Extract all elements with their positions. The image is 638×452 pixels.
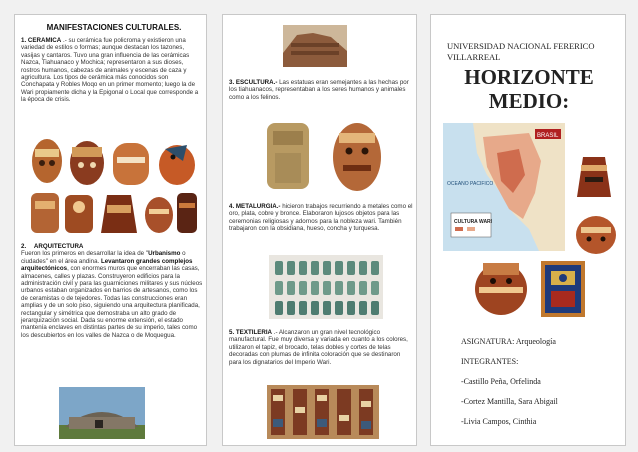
escultura-heading: ESCULTURA.- xyxy=(235,79,278,86)
metalurgia-heading: METALURGIA.- xyxy=(235,203,281,210)
arquitectura-bold-urbanismo: Urbanismo xyxy=(148,250,181,258)
arquitectura-quote: " xyxy=(145,250,149,258)
main-title-line2: MEDIO: xyxy=(488,89,570,113)
member-1: -Castillo Peña, Orfelinda xyxy=(461,377,541,386)
arquitectura-text-2: o ciudades" en el área andina. xyxy=(21,250,186,265)
wari-ceramic-right-bottom xyxy=(571,211,621,257)
metalurgia-image xyxy=(269,255,383,319)
escultura-paragraph xyxy=(229,79,413,111)
metalurgia-number: 4. xyxy=(229,203,235,210)
ceramica-images xyxy=(25,135,201,239)
map-legend-label: CULTURA WARI xyxy=(454,219,493,225)
panel-middle xyxy=(222,14,417,446)
arquitectura-text-3: , con enormes muros que encerraban las casas, almacenes, calles y plazas. Construyeron edificios para la administración civil y para las guarniciones militares y sus núcleos urbanos estaban organizados en barrios de artesanos, como los de ceramistas o de tejedores. Todas las construcciones eran amplias y de un solo piso, siguiendo una arquitectura planificada, rectangular y simétrica que demostraba un alto grado de jerarquización social. Dada su enorme extensión, el estado mantenía enclaves en distintas partes de su imperio, tales como los descubiertos en los valles de Nazca o de Moquegua. xyxy=(21,265,203,339)
map-brasil-label: BRASIL xyxy=(537,133,559,139)
arquitectura-bold-complejos: Levantaron grandes complejos arquitectónicos xyxy=(21,257,193,273)
page-title: MANIFESTACIONES CULTURALES. xyxy=(46,23,182,32)
university-name: UNIVERSIDAD NACIONAL FERERICO VILLARREAL xyxy=(447,41,595,62)
ruins-image xyxy=(283,25,347,67)
textileria-heading: TEXTILERIA xyxy=(235,329,273,336)
main-title-line1: HORIZONTE xyxy=(464,65,594,89)
escultura-images xyxy=(261,117,391,195)
member-2: -Cortez Mantilla, Sara Abigail xyxy=(461,397,558,406)
wari-textile-tapestry xyxy=(541,261,585,317)
integrantes-heading: INTEGRANTES: xyxy=(461,357,519,366)
arquitectura-text-1: Fueron los primeros en desarrollar la idea de xyxy=(21,250,145,258)
wari-map xyxy=(443,123,565,251)
arquitectura-heading: ARQUITECTURA xyxy=(33,243,84,250)
escultura-text: Las estatuas eran semejantes a las hechas por los tiahuanacos, representaban a los seres humanos y animales como a los felinos. xyxy=(229,79,409,101)
wari-ceramic-right-top xyxy=(567,145,621,205)
escultura-number: 3. xyxy=(229,79,235,86)
arquitectura-number: 2. xyxy=(21,243,27,250)
ceramica-heading: CERAMICA xyxy=(27,37,62,44)
ceramica-paragraph xyxy=(21,37,203,133)
textileria-image xyxy=(267,385,379,439)
asignatura-line: ASIGNATURA: Arqueología xyxy=(461,337,556,346)
metalurgia-paragraph xyxy=(229,203,413,253)
panel-right xyxy=(430,14,626,446)
textileria-text: .- Alcanzaron un gran nivel tecnológico manufactural. Fue muy diversa y variada en cuanto a los colores, utilizaron el tapiz, el brocado, telas dobles y cortes de telas decoradas con plumas de infinita coloración que se destinaron para los dignatarios del Imperio Wari. xyxy=(229,329,408,366)
ceramica-number: 1. xyxy=(21,37,27,44)
wari-ceramic-bottom xyxy=(471,253,531,317)
textileria-number: 5. xyxy=(229,329,235,336)
member-3: -Livia Campos, Cinthia xyxy=(461,417,537,426)
ceramica-text: .- su cerámica fue policroma y existieron una variedad de estilos o formas; aunque destacan los tazones, vasijas y cantaros. Tuvo una gran influencia de las cerámicas Nazca, Tiahuanaco y Mochica; representaron a sus dioses, rostros humanos, cabezas de animales y escenas de caza y agricultura. Los tipos de cerámica más conocidos son Conchapata y Robles Moqo en un primer momento; luego la de Wari propiamente dicha y la Epigonal o Local que corresponde a la época de crisis. xyxy=(21,37,199,104)
map-ocean-label: OCEANO PACIFICO xyxy=(447,181,494,187)
textileria-paragraph xyxy=(229,329,413,379)
metalurgia-text: hicieron trabajos recurriendo a metales como el oro, plata, cobre y bronce. Elaboraron lujosos objetos para las ceremonias religiosas y adornos para la nobleza wari. También trabajaron con la obsidiana, hueso, concha y turquesa. xyxy=(229,203,413,233)
arquitectura-image xyxy=(59,387,145,439)
panel-left xyxy=(14,14,207,446)
arquitectura-paragraph xyxy=(21,243,203,385)
